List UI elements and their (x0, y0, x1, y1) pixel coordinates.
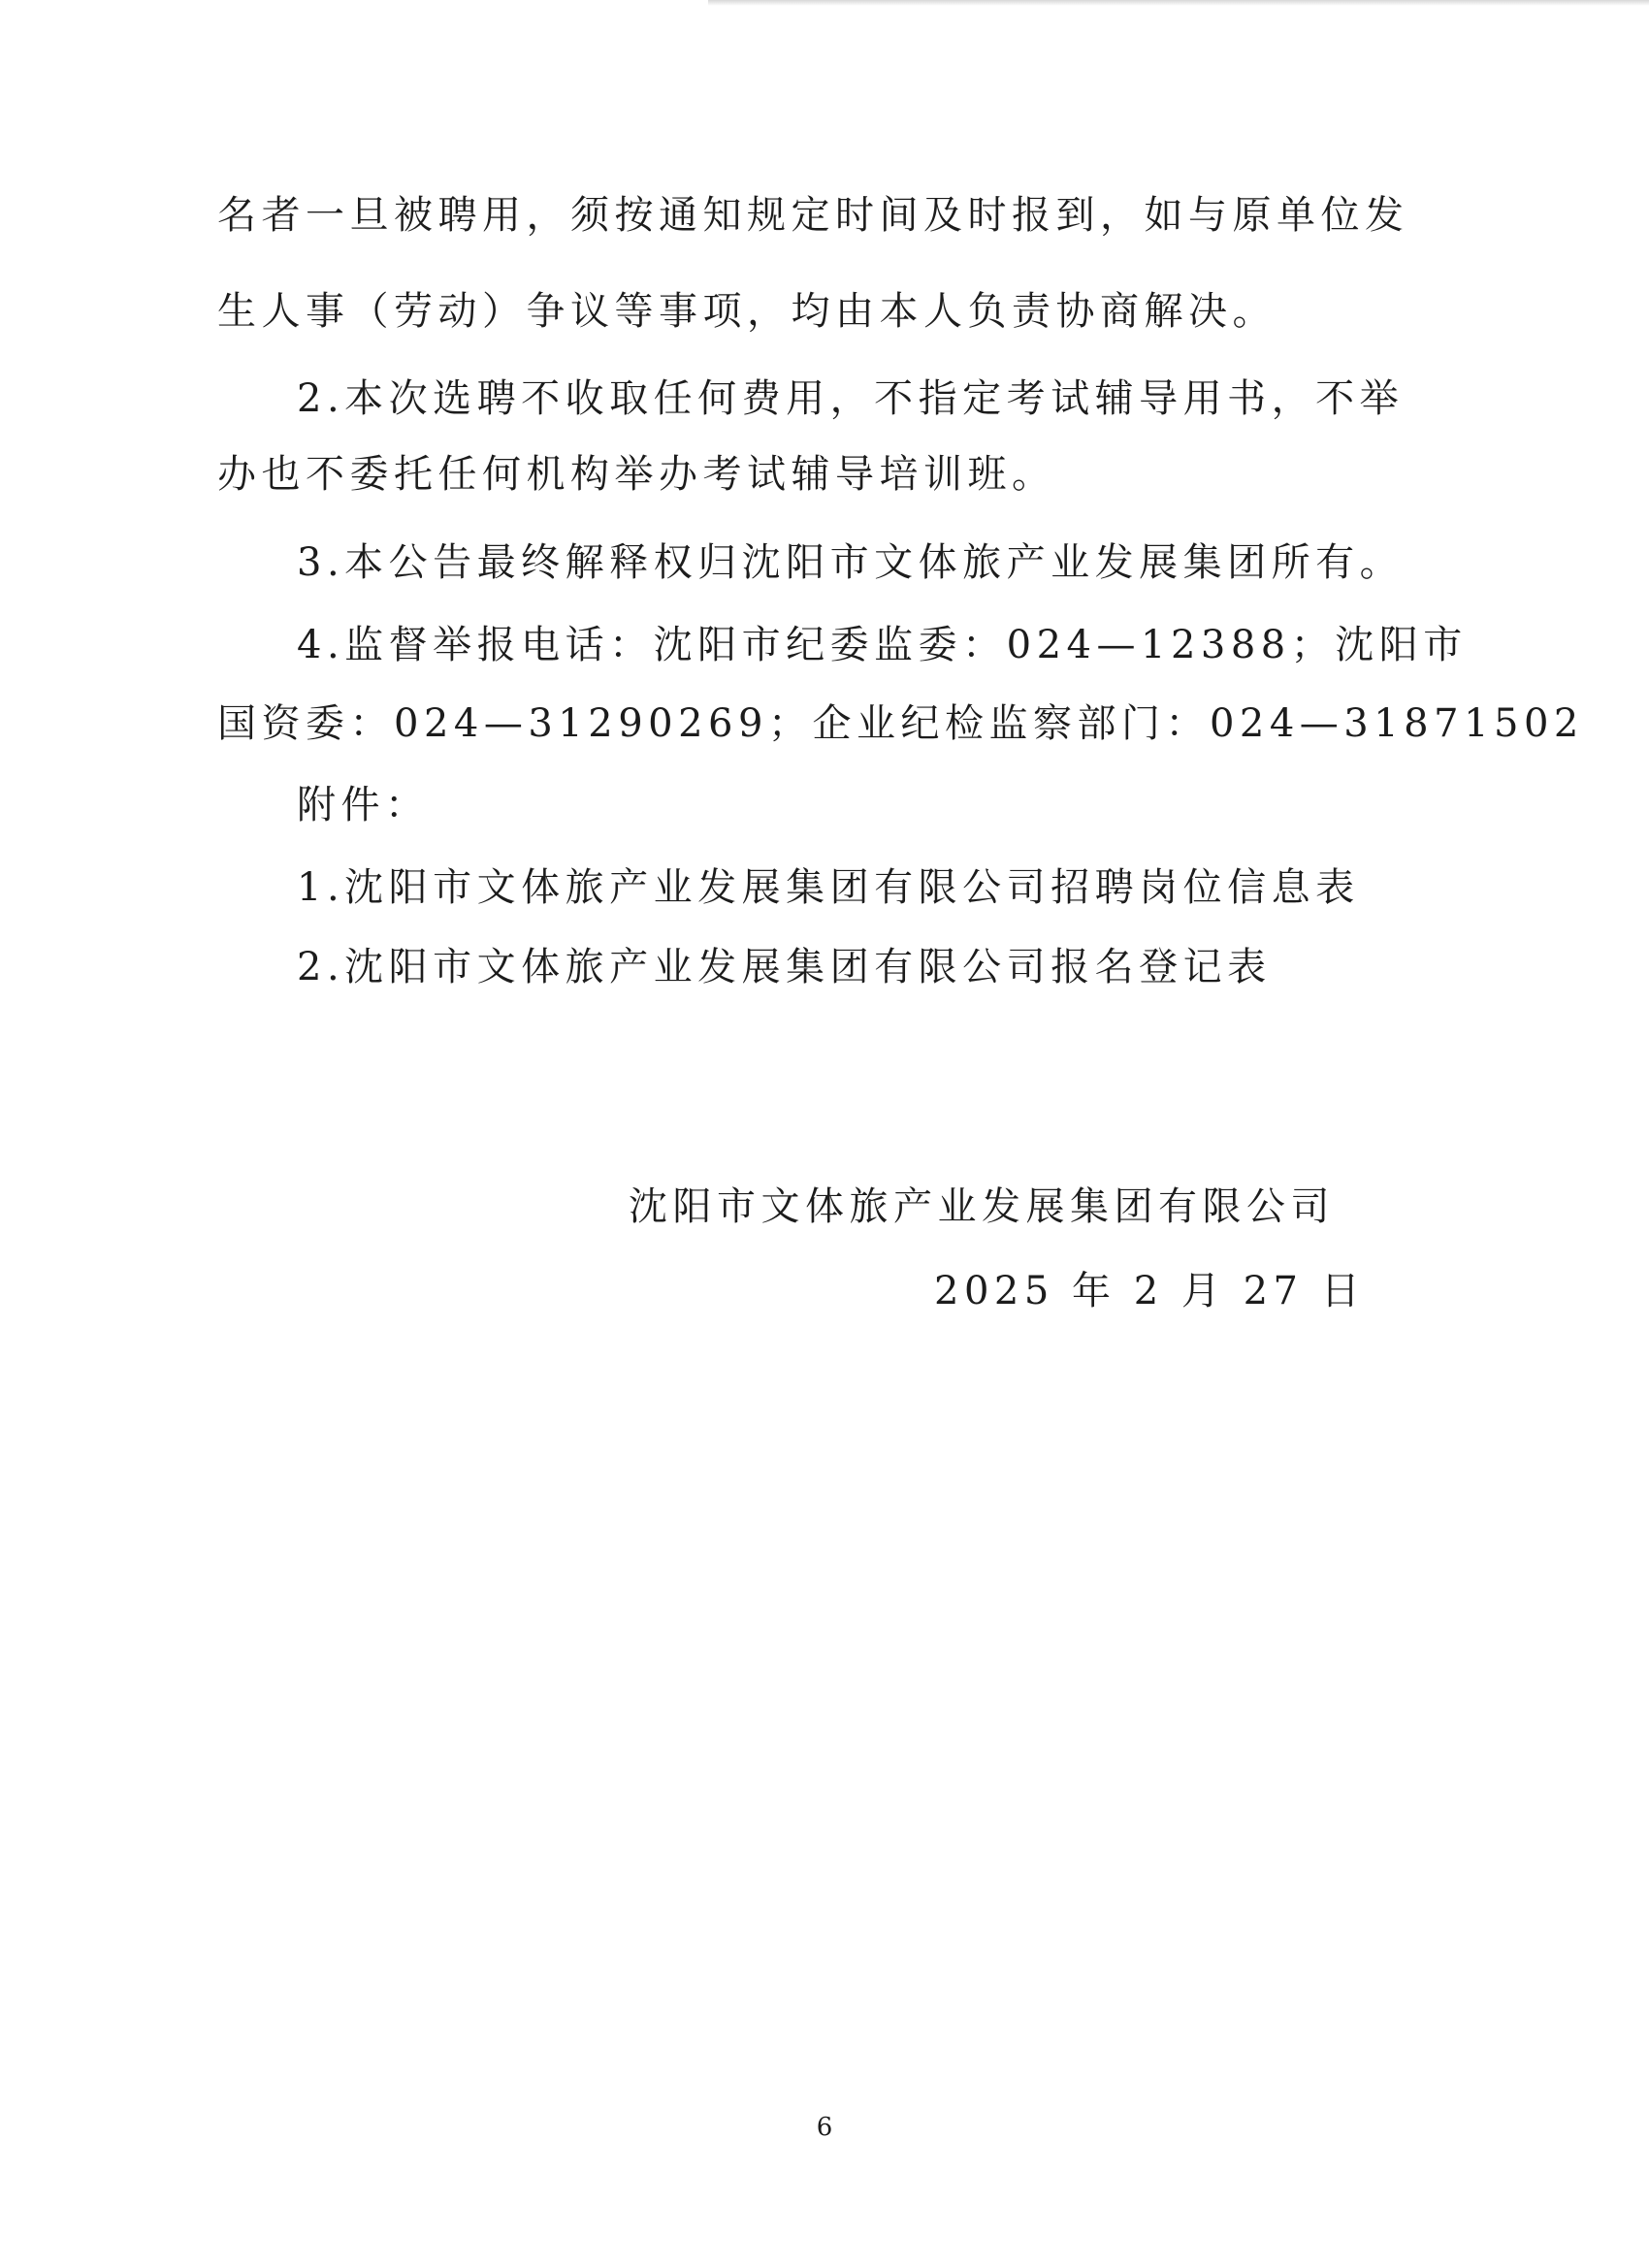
attachment-item: 2.沈阳市文体旅产业发展集团有限公司报名登记表 (297, 945, 1272, 989)
attachment-item: 1.沈阳市文体旅产业发展集团有限公司招聘岗位信息表 (297, 865, 1360, 910)
paragraph-line: 2.本次选聘不收取任何费用，不指定考试辅导用书，不举 (297, 376, 1405, 421)
paragraph-line: 名者一旦被聘用，须按通知规定时间及时报到，如与原单位发 (217, 193, 1409, 238)
page-number: 6 (816, 2113, 833, 2142)
paragraph-line: 办也不委托任何机构举办考试辅导培训班。 (217, 452, 1056, 497)
paragraph-line: 国资委：024—31290269；企业纪检监察部门：024—31871502 (217, 701, 1584, 746)
attachment-heading: 附件： (297, 783, 430, 827)
paragraph-line: 4.监督举报电话：沈阳市纪委监委：024—12388；沈阳市 (297, 623, 1468, 667)
paragraph-line: 3.本公告最终解释权归沈阳市文体旅产业发展集团所有。 (297, 540, 1405, 585)
signature-date: 2025 年 2 月 27 日 (934, 1269, 1366, 1313)
scan-shadow (708, 0, 1649, 6)
signature-organization: 沈阳市文体旅产业发展集团有限公司 (629, 1184, 1335, 1229)
paragraph-line: 生人事（劳动）争议等事项，均由本人负责协商解决。 (217, 289, 1277, 334)
